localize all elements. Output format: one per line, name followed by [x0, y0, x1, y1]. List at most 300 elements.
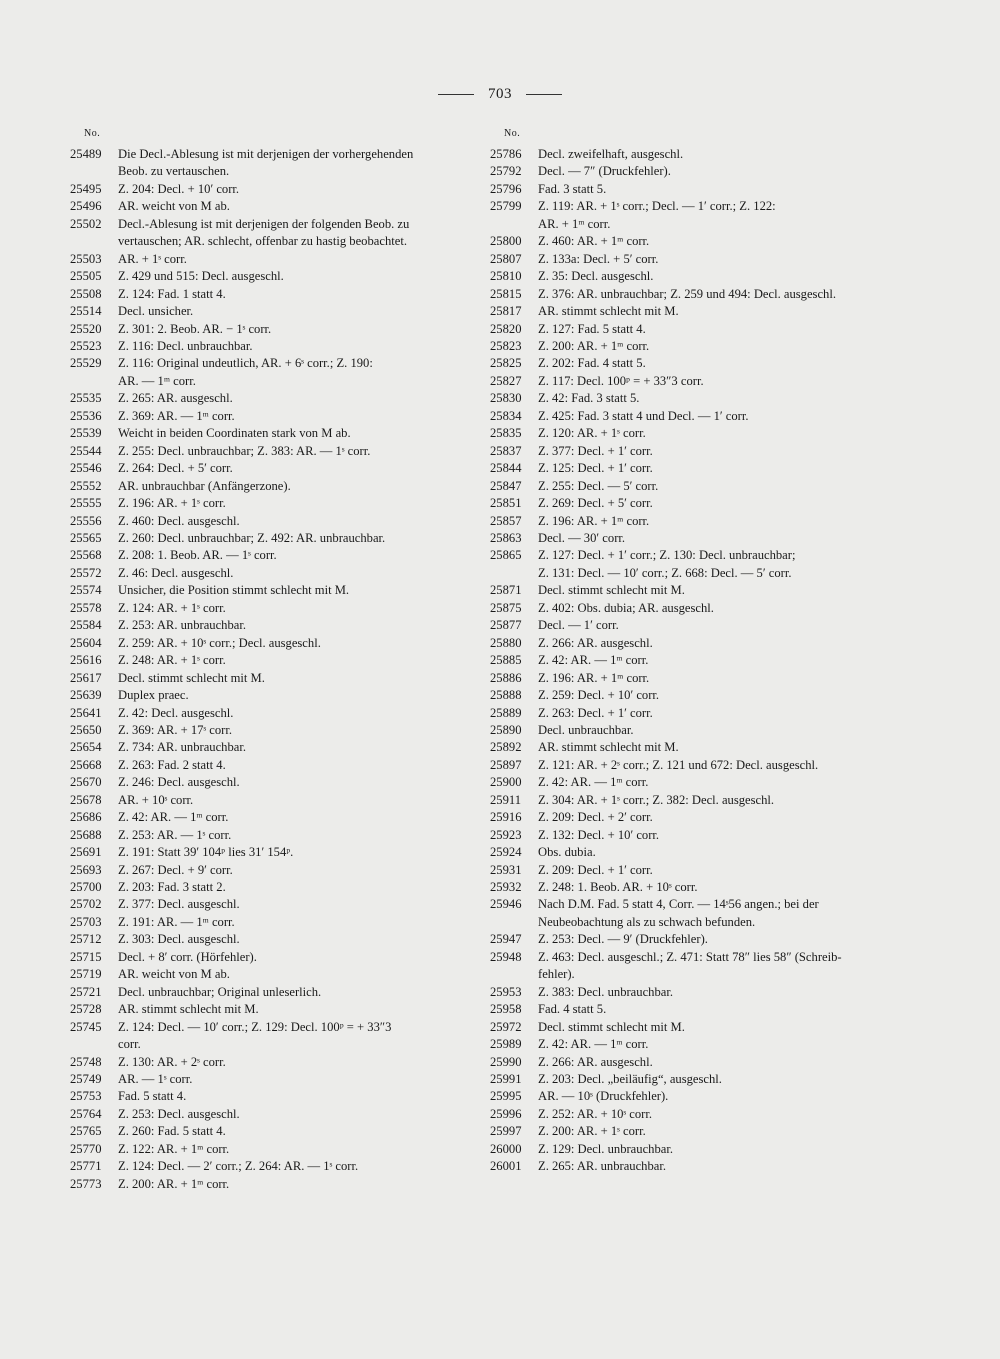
entry-text: Z. 42: Fad. 3 statt 5. [538, 391, 640, 406]
entry-text: AR. unbrauchbar (Anfängerzone). [118, 478, 291, 493]
entry-number: 25885 [490, 653, 522, 668]
entry-row [490, 931, 900, 948]
entry-row [490, 1158, 900, 1175]
entry-number: 25857 [490, 513, 522, 528]
entry-text: Z. 46: Decl. ausgeschl. [118, 565, 234, 580]
entry-text: Z. 117: Decl. 100ᵖ = + 33″3 corr. [538, 373, 704, 388]
entry-text: AR. weicht von M ab. [118, 199, 230, 214]
entry-row [490, 862, 900, 879]
entry-number: 25764 [70, 1106, 102, 1121]
entry-text: Z. 369: AR. — 1ᵐ corr. [118, 408, 235, 423]
entry-row [70, 862, 480, 879]
entry-text: Z. 248: 1. Beob. AR. + 10ˢ corr. [538, 880, 698, 895]
entry-row [490, 233, 900, 250]
entry-number: 25654 [70, 740, 102, 755]
entry-row [490, 1019, 900, 1036]
entry-text: Z. 200: AR. + 1ᵐ corr. [538, 338, 650, 353]
entry-number: 25834 [490, 408, 522, 423]
entry-text: Z. 208: 1. Beob. AR. — 1ˢ corr. [118, 548, 277, 563]
entry-row [490, 617, 900, 634]
entry-row [70, 390, 480, 407]
entry-text: Z. 42: Decl. ausgeschl. [118, 705, 234, 720]
entry-text: Z. 202: Fad. 4 statt 5. [538, 356, 646, 371]
entry-row [490, 1141, 900, 1158]
entry-text: Decl. stimmt schlecht mit M. [538, 583, 685, 598]
entry-number: 25830 [490, 391, 522, 406]
entry-row [70, 321, 480, 338]
entry-text: Z. 253: Decl. — 9′ (Druckfehler). [538, 932, 708, 947]
left-column [70, 126, 480, 1193]
entry-text: Z. 402: Obs. dubia; AR. ausgeschl. [538, 600, 714, 615]
entry-text: Decl. unbrauchbar; Original unleserlich. [118, 984, 322, 999]
entry-text: Z. 129: Decl. unbrauchbar. [538, 1141, 673, 1156]
entry-text: Decl. stimmt schlecht mit M. [538, 1019, 685, 1034]
right-column [490, 126, 900, 1176]
entry-number: 25997 [490, 1124, 522, 1139]
entry-text: Z. 204: Decl. + 10′ corr. [118, 181, 240, 196]
entry-text: Z. 191: AR. — 1ᵐ corr. [118, 914, 235, 929]
right-column-header: No. [504, 128, 521, 139]
entry-row [490, 687, 900, 704]
entry-number: 25972 [490, 1019, 522, 1034]
entry-text: Z. 122: AR. + 1ᵐ corr. [118, 1141, 230, 1156]
entry-row [70, 216, 480, 251]
entry-row [490, 321, 900, 338]
entry-text: Z. 203: Decl. „beiläufig“, ausgeschl. [538, 1072, 722, 1087]
entry-number: 25924 [490, 845, 522, 860]
entry-row [490, 268, 900, 285]
entry-text: AR. weicht von M ab. [118, 967, 230, 982]
entry-text: Z. 203: Fad. 3 statt 2. [118, 880, 226, 895]
entry-number: 25886 [490, 670, 522, 685]
entry-number: 25786 [490, 147, 522, 161]
entry-row [70, 600, 480, 617]
entry-text: Obs. dubia. [538, 845, 596, 860]
entry-number: 25489 [70, 147, 102, 161]
entry-row [490, 443, 900, 460]
entry-text: Z. 42: AR. — 1ᵐ corr. [538, 775, 649, 790]
entry-text: Z. 263: Fad. 2 statt 4. [118, 757, 226, 772]
entry-text: Z. 266: AR. ausgeschl. [538, 1054, 653, 1069]
entry-number: 25810 [490, 269, 522, 284]
entry-number: 25520 [70, 321, 102, 336]
entry-text: Z. 304: AR. + 1ˢ corr.; Z. 382: Decl. ausgeschl. [538, 792, 775, 807]
entry-text: Z. 252: AR. + 10ˢ corr. [538, 1106, 653, 1121]
entry-row [70, 1088, 480, 1105]
entry-number: 25863 [490, 530, 522, 545]
entry-row [70, 670, 480, 687]
entry-text: Fad. 4 statt 5. [538, 1002, 607, 1017]
entry-number: 25835 [490, 426, 522, 441]
entry-text: Fad. 5 statt 4. [118, 1089, 187, 1104]
entry-row [70, 251, 480, 268]
entry-text: Z. 253: Decl. ausgeschl. [118, 1106, 240, 1121]
entry-text: Z. 35: Decl. ausgeschl. [538, 269, 654, 284]
header-rule-left [438, 94, 474, 95]
entry-number: 25889 [490, 705, 522, 720]
entry-row [70, 617, 480, 634]
entry-row [490, 879, 900, 896]
entry-number: 25641 [70, 705, 102, 720]
entry-number: 25703 [70, 914, 102, 929]
entry-text: Decl. unbrauchbar. [538, 722, 634, 737]
entry-row [490, 513, 900, 530]
entry-row [70, 687, 480, 704]
right-entry-list [490, 146, 900, 1176]
entry-number: 25693 [70, 862, 102, 877]
entry-row [70, 774, 480, 791]
entry-number: 25691 [70, 845, 102, 860]
entry-number: 25875 [490, 600, 522, 615]
entry-row [70, 652, 480, 669]
entry-number: 25535 [70, 391, 102, 406]
entry-number: 25546 [70, 461, 102, 476]
entry-text: Z. 124: Fad. 1 statt 4. [118, 286, 226, 301]
entry-number: 25688 [70, 827, 102, 842]
entry-number: 25773 [70, 1176, 102, 1191]
entry-row [490, 949, 900, 984]
entry-text: Z. 429 und 515: Decl. ausgeschl. [118, 269, 284, 284]
entry-text: Z. 377: Decl. + 1′ corr. [538, 443, 653, 458]
entry-number: 25931 [490, 862, 522, 877]
entry-number: 25555 [70, 496, 102, 511]
entry-number: 25616 [70, 653, 102, 668]
entry-text: Z. 124: AR. + 1ˢ corr. [118, 600, 226, 615]
entry-number: 25584 [70, 618, 102, 633]
entry-text: Z. 120: AR. + 1ˢ corr. [538, 426, 646, 441]
entry-row [70, 931, 480, 948]
entry-number: 25871 [490, 583, 522, 598]
entry-row [490, 600, 900, 617]
entry-row [70, 1054, 480, 1071]
entry-number: 25827 [490, 373, 522, 388]
entry-row [490, 373, 900, 390]
entry-row [490, 181, 900, 198]
entry-row [70, 914, 480, 931]
entry-row [70, 338, 480, 355]
entry-number: 25815 [490, 286, 522, 301]
entry-number: 25916 [490, 810, 522, 825]
entry-text: Z. 246: Decl. ausgeschl. [118, 775, 240, 790]
entry-row [490, 809, 900, 826]
entry-row [490, 722, 900, 739]
entry-number: 25892 [490, 740, 522, 755]
entry-number: 25568 [70, 548, 102, 563]
entry-number: 25715 [70, 949, 102, 964]
entry-text: Z. 248: AR. + 1ˢ corr. [118, 653, 226, 668]
entry-text: AR. stimmt schlecht mit M. [118, 1002, 259, 1017]
entry-number: 25792 [490, 164, 522, 179]
entry-row [70, 582, 480, 599]
entry-text: Z. 42: AR. — 1ᵐ corr. [538, 1037, 649, 1052]
entry-number: 25800 [490, 234, 522, 249]
entry-text: AR. — 10ˢ (Druckfehler). [538, 1089, 669, 1104]
entry-text: Z. 460: AR. + 1ᵐ corr. [538, 234, 650, 249]
entry-row [70, 739, 480, 756]
entry-number: 25574 [70, 583, 102, 598]
entry-text: Z. 209: Decl. + 1′ corr. [538, 862, 653, 877]
entry-number: 25748 [70, 1054, 102, 1069]
entry-text: Z. 124: Decl. — 10′ corr.; Z. 129: Decl. 100ᵖ = + 33″3 corr. [118, 1019, 392, 1052]
entry-row [490, 303, 900, 320]
entry-row [70, 303, 480, 320]
entry-number: 25897 [490, 757, 522, 772]
entry-text: Z. 133a: Decl. + 5′ corr. [538, 251, 659, 266]
entry-text: Weicht in beiden Coordinaten stark von M ab. [118, 426, 351, 441]
entry-row [490, 670, 900, 687]
entry-row [490, 163, 900, 180]
entry-row [70, 495, 480, 512]
entry-number: 25721 [70, 984, 102, 999]
entry-number: 25958 [490, 1002, 522, 1017]
entry-text: Z. 253: AR. unbrauchbar. [118, 618, 247, 633]
entry-row [490, 355, 900, 372]
entry-row [70, 268, 480, 285]
entry-number: 25900 [490, 775, 522, 790]
entry-number: 25865 [490, 548, 522, 563]
entry-row [70, 181, 480, 198]
entry-text: Z. 377: Decl. ausgeschl. [118, 897, 240, 912]
entry-text: Nach D.M. Fad. 5 statt 4, Corr. — 14ˢ56 angen.; bei der Neubeobachtung als zu schwach befunden. [538, 897, 819, 929]
entry-row [490, 984, 900, 1001]
entry-text: AR. stimmt schlecht mit M. [538, 304, 679, 319]
entry-row [70, 896, 480, 913]
entry-number: 25572 [70, 565, 102, 580]
entry-text: Unsicher, die Position stimmt schlecht mit M. [118, 583, 350, 598]
entry-number: 25953 [490, 984, 522, 999]
entry-number: 25807 [490, 251, 522, 266]
entry-number: 25539 [70, 426, 102, 441]
entry-number: 25514 [70, 304, 102, 319]
entry-row [490, 1123, 900, 1140]
entry-text: Z. 264: Decl. + 5′ corr. [118, 461, 233, 476]
entry-number: 25719 [70, 967, 102, 982]
entry-text: Z. 130: AR. + 2ˢ corr. [118, 1054, 226, 1069]
entry-row [490, 1054, 900, 1071]
entry-row [70, 1141, 480, 1158]
entry-number: 25578 [70, 600, 102, 615]
entry-row [70, 722, 480, 739]
entry-text: Z. 42: AR. — 1ᵐ corr. [538, 653, 649, 668]
entry-text: Z. 303: Decl. ausgeschl. [118, 932, 240, 947]
entry-text: Z. 253: AR. — 1ˢ corr. [118, 827, 232, 842]
left-column-header: No. [84, 128, 101, 139]
entry-number: 25502 [70, 216, 102, 231]
entry-row [490, 1106, 900, 1123]
entry-text: Z. 125: Decl. + 1′ corr. [538, 461, 653, 476]
entry-row [490, 1088, 900, 1105]
entry-number: 25523 [70, 338, 102, 353]
entry-row [70, 809, 480, 826]
entry-row [490, 460, 900, 477]
entry-number: 25712 [70, 932, 102, 947]
entry-row [490, 652, 900, 669]
entry-text: Decl.-Ablesung ist mit derjenigen der folgenden Beob. zu vertauschen; AR. schlecht, offenbar zu hastig beobachtet. [118, 216, 410, 249]
entry-row [490, 635, 900, 652]
entry-row [70, 286, 480, 303]
entry-row [70, 827, 480, 844]
entry-number: 25753 [70, 1089, 102, 1104]
entry-row [490, 146, 900, 163]
entry-text: Z. 265: AR. unbrauchbar. [538, 1159, 667, 1174]
entry-text: Z. 127: Decl. + 1′ corr.; Z. 130: Decl. unbrauchbar; Z. 131: Decl. — 10′ corr.; Z. 668: Decl. — 5′ corr. [538, 548, 796, 580]
entry-number: 25529 [70, 356, 102, 371]
entry-row [490, 896, 900, 931]
entry-row [70, 1106, 480, 1123]
entry-text: Z. 127: Fad. 5 statt 4. [538, 321, 646, 336]
entry-row [70, 757, 480, 774]
entry-row [490, 530, 900, 547]
entry-row [70, 425, 480, 442]
entry-text: Z. 463: Decl. ausgeschl.; Z. 471: Statt 78″ lies 58″ (Schreib- fehler). [538, 949, 842, 982]
entry-row [490, 251, 900, 268]
entry-number: 26000 [490, 1141, 522, 1156]
entry-number: 25820 [490, 321, 522, 336]
entry-row [490, 478, 900, 495]
entry-number: 25650 [70, 722, 102, 737]
left-entry-list [70, 146, 480, 1193]
entry-number: 25851 [490, 496, 522, 511]
entry-number: 25932 [490, 880, 522, 895]
entry-number: 25911 [490, 792, 522, 807]
entry-text: Z. 269: Decl. + 5′ corr. [538, 496, 653, 511]
entry-number: 25947 [490, 932, 522, 947]
entry-text: Z. 200: AR. + 1ᵐ corr. [118, 1176, 230, 1191]
entry-number: 25702 [70, 897, 102, 912]
entry-row [70, 443, 480, 460]
entry-number: 25890 [490, 722, 522, 737]
entry-row [490, 844, 900, 861]
entry-text: Z. 116: Decl. unbrauchbar. [118, 338, 253, 353]
entry-number: 25503 [70, 251, 102, 266]
entry-number: 25495 [70, 181, 102, 196]
entry-text: Z. 255: Decl. unbrauchbar; Z. 383: AR. — 1ˢ corr. [118, 443, 371, 458]
entry-row [490, 827, 900, 844]
entry-text: Z. 191: Statt 39′ 104ᵖ lies 31′ 154ᵖ. [118, 845, 294, 860]
entry-number: 25771 [70, 1159, 102, 1174]
entry-number: 25617 [70, 670, 102, 685]
entry-row [490, 1071, 900, 1088]
entry-number: 25678 [70, 792, 102, 807]
entry-number: 25745 [70, 1019, 102, 1034]
entry-number: 25765 [70, 1124, 102, 1139]
entry-number: 25991 [490, 1072, 522, 1087]
entry-text: Z. 196: AR. + 1ˢ corr. [118, 496, 226, 511]
entry-text: Z. 196: AR. + 1ᵐ corr. [538, 670, 650, 685]
entry-row [490, 757, 900, 774]
entry-number: 25880 [490, 635, 522, 650]
entry-number: 25990 [490, 1054, 522, 1069]
entry-row [490, 1001, 900, 1018]
page-number: 703 [488, 86, 512, 102]
entry-number: 25817 [490, 304, 522, 319]
entry-row [70, 966, 480, 983]
entry-number: 25996 [490, 1106, 522, 1121]
entry-number: 25888 [490, 688, 522, 703]
entry-row [70, 635, 480, 652]
entry-row [70, 355, 480, 390]
entry-number: 25770 [70, 1141, 102, 1156]
entry-number: 25700 [70, 880, 102, 895]
entry-number: 25544 [70, 443, 102, 458]
entry-text: Z. 376: AR. unbrauchbar; Z. 259 und 494: Decl. ausgeschl. [538, 286, 836, 301]
entry-text: Z. 42: AR. — 1ᵐ corr. [118, 810, 229, 825]
entry-row [70, 705, 480, 722]
entry-row [70, 478, 480, 495]
entry-text: Z. 265: AR. ausgeschl. [118, 391, 233, 406]
entry-number: 25749 [70, 1072, 102, 1087]
entry-text: AR. — 1ˢ corr. [118, 1072, 193, 1087]
entry-text: Decl. stimmt schlecht mit M. [118, 670, 265, 685]
entry-text: Z. 124: Decl. — 2′ corr.; Z. 264: AR. — 1ˢ corr. [118, 1159, 359, 1174]
entry-row [490, 792, 900, 809]
entry-number: 25728 [70, 1002, 102, 1017]
entry-number: 25496 [70, 199, 102, 214]
entry-number: 25668 [70, 757, 102, 772]
entry-row [70, 460, 480, 477]
entry-number: 25556 [70, 513, 102, 528]
entry-row [70, 198, 480, 215]
entry-row [70, 1176, 480, 1193]
entry-text: Z. 260: Fad. 5 statt 4. [118, 1124, 226, 1139]
entry-row [70, 408, 480, 425]
entry-text: Z. 119: AR. + 1ˢ corr.; Decl. — 1′ corr.; Z. 122: AR. + 1ᵐ corr. [538, 199, 776, 231]
entry-row [70, 879, 480, 896]
entry-number: 25844 [490, 461, 522, 476]
entry-row [490, 425, 900, 442]
entry-text: Z. 369: AR. + 17ˢ corr. [118, 722, 233, 737]
entry-text: Z. 132: Decl. + 10′ corr. [538, 827, 660, 842]
entry-text: Z. 383: Decl. unbrauchbar. [538, 984, 673, 999]
entry-text: Decl. zweifelhaft, ausgeschl. [538, 147, 684, 161]
entry-text: Decl. + 8′ corr. (Hörfehler). [118, 949, 257, 964]
entry-text: Z. 260: Decl. unbrauchbar; Z. 492: AR. unbrauchbar. [118, 530, 386, 545]
entry-number: 25948 [490, 949, 522, 964]
entry-text: Z. 266: AR. ausgeschl. [538, 635, 653, 650]
entry-text: Z. 734: AR. unbrauchbar. [118, 740, 247, 755]
entry-number: 25536 [70, 408, 102, 423]
entry-number: 25825 [490, 356, 522, 371]
entry-number: 25989 [490, 1037, 522, 1052]
entry-text: Die Decl.-Ablesung ist mit derjenigen der vorhergehenden Beob. zu vertauschen. [118, 147, 414, 179]
entry-text: Z. 209: Decl. + 2′ corr. [538, 810, 653, 825]
entry-number: 25877 [490, 618, 522, 633]
entry-text: AR. + 1ˢ corr. [118, 251, 187, 266]
header-rule-right [526, 94, 562, 95]
entry-row [70, 1001, 480, 1018]
entry-row [70, 530, 480, 547]
entry-number: 25505 [70, 269, 102, 284]
entry-number: 25823 [490, 338, 522, 353]
entry-number: 25552 [70, 478, 102, 493]
entry-row [490, 705, 900, 722]
entry-text: AR. + 10ˢ corr. [118, 792, 194, 807]
entry-text: AR. stimmt schlecht mit M. [538, 740, 679, 755]
entry-text: Z. 301: 2. Beob. AR. − 1ˢ corr. [118, 321, 272, 336]
page-header [0, 86, 1000, 103]
entry-row [70, 513, 480, 530]
entry-number: 25639 [70, 688, 102, 703]
entry-number: 26001 [490, 1159, 522, 1174]
entry-row [70, 844, 480, 861]
entry-row [490, 739, 900, 756]
entry-row [490, 1036, 900, 1053]
entry-text: Z. 196: AR. + 1ᵐ corr. [538, 513, 650, 528]
entry-row [490, 198, 900, 233]
entry-row [70, 1019, 480, 1054]
entry-text: Z. 255: Decl. — 5′ corr. [538, 478, 659, 493]
entry-number: 25799 [490, 199, 522, 214]
